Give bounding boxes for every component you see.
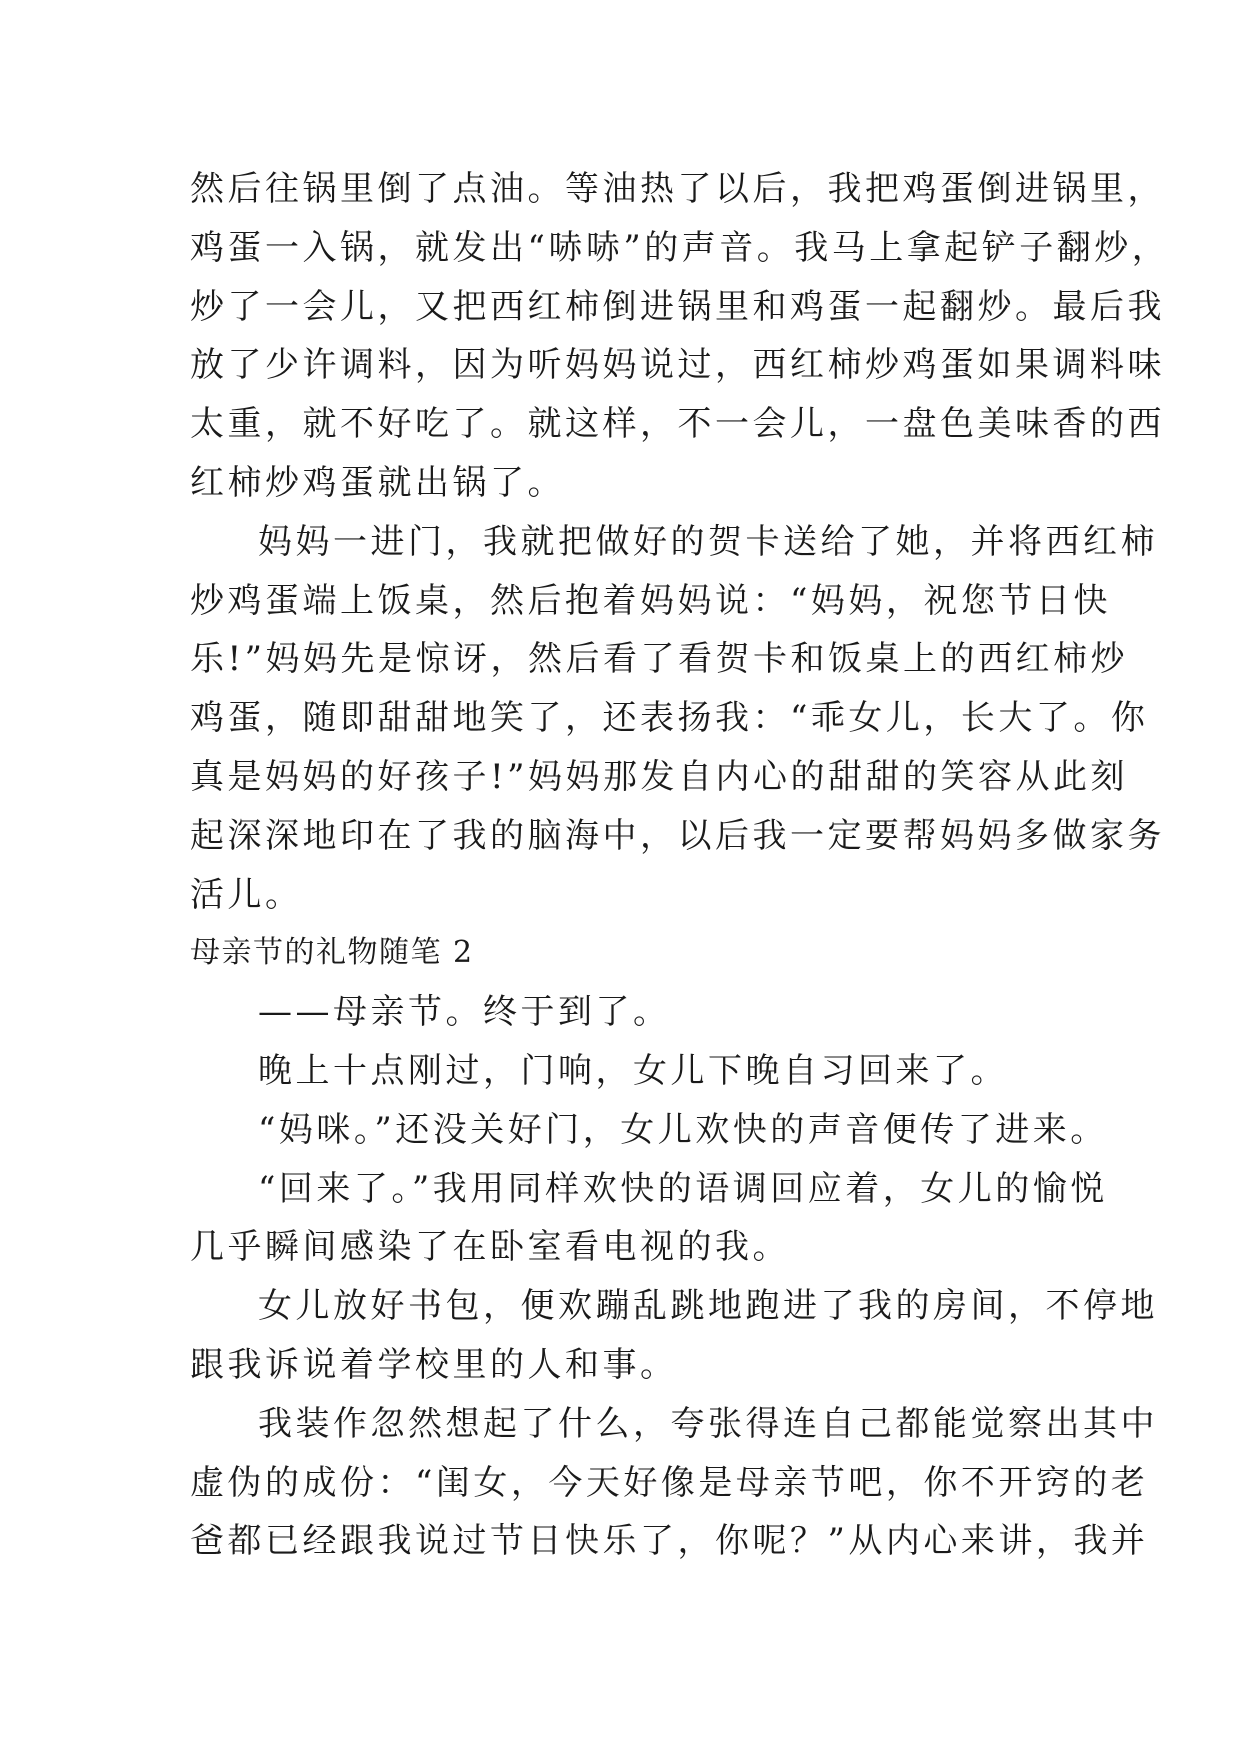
text-line: 放了少许调料，因为听妈妈说过，西红柿炒鸡蛋如果调料味: [190, 345, 1165, 386]
text-line: 跟我诉说着学校里的人和事。: [190, 1344, 678, 1385]
text-line: “回来了。”我用同样欢快的语调回应着，女儿的愉悦: [258, 1168, 1108, 1209]
text-line: 乐!”妈妈先是惊讶，然后看了看贺卡和饭桌上的西红柿炒: [190, 639, 1129, 680]
text-line: 几乎瞬间感染了在卧室看电视的我。: [190, 1227, 790, 1268]
text-line: 起深深地印在了我的脑海中，以后我一定要帮妈妈多做家务: [190, 815, 1165, 856]
body-text: [190, 160, 1170, 1571]
paragraph-5: [190, 1277, 1158, 1395]
text-line: 红柿炒鸡蛋就出锅了。: [190, 462, 565, 503]
text-line: 鸡蛋一入锅，就发出“哧哧”的声音。我马上拿起铲子翻炒，: [190, 227, 1170, 268]
paragraph-4: [190, 1160, 1108, 1278]
text-line: “妈咪。”还没关好门，女儿欢快的声音便传了进来。: [258, 1109, 1108, 1150]
paragraph-gift: [190, 513, 1165, 925]
paragraph-3: [190, 1101, 1108, 1160]
text-line: 我装作忽然想起了什么，夸张得连自己都能觉察出其中: [258, 1403, 1158, 1444]
paragraph-6: [190, 1395, 1158, 1571]
text-line: 晚上十点刚过，门响，女儿下晚自习回来了。: [258, 1050, 1008, 1091]
text-line: 虚伪的成份：“闺女，今天好像是母亲节吧，你不开窍的老: [190, 1462, 1149, 1503]
text-line: 然后往锅里倒了点油。等油热了以后，我把鸡蛋倒进锅里，: [190, 169, 1165, 209]
paragraph-cooking: [190, 160, 1170, 513]
text-line: 爸都已经跟我说过节日快乐了，你呢？”从内心来讲，我并: [190, 1521, 1149, 1562]
paragraph-2: [190, 1042, 1070, 1101]
text-line: 炒鸡蛋端上饭桌，然后抱着妈妈说：“妈妈，祝您节日快: [190, 580, 1111, 621]
section-heading: 母亲节的礼物随笔 2: [190, 935, 474, 971]
text-line: ——母亲节。终于到了。: [258, 992, 671, 1033]
text-line: 真是妈妈的好孩子!”妈妈那发自内心的甜甜的笑容从此刻: [190, 756, 1129, 797]
text-line: 活儿。: [190, 874, 303, 915]
text-line: 太重，就不好吃了。就这样，不一会儿，一盘色美味香的西: [190, 404, 1165, 445]
text-line: 女儿放好书包，便欢蹦乱跳地跑进了我的房间，不停地: [258, 1286, 1158, 1327]
text-line: 炒了一会儿，又把西红柿倒进锅里和鸡蛋一起翻炒。最后我: [190, 286, 1165, 327]
text-line: 鸡蛋，随即甜甜地笑了，还表扬我：“乖女儿，长大了。你: [190, 698, 1149, 739]
text-line: 妈妈一进门，我就把做好的贺卡送给了她，并将西红柿: [258, 521, 1158, 562]
paragraph-1: [190, 983, 1070, 1042]
